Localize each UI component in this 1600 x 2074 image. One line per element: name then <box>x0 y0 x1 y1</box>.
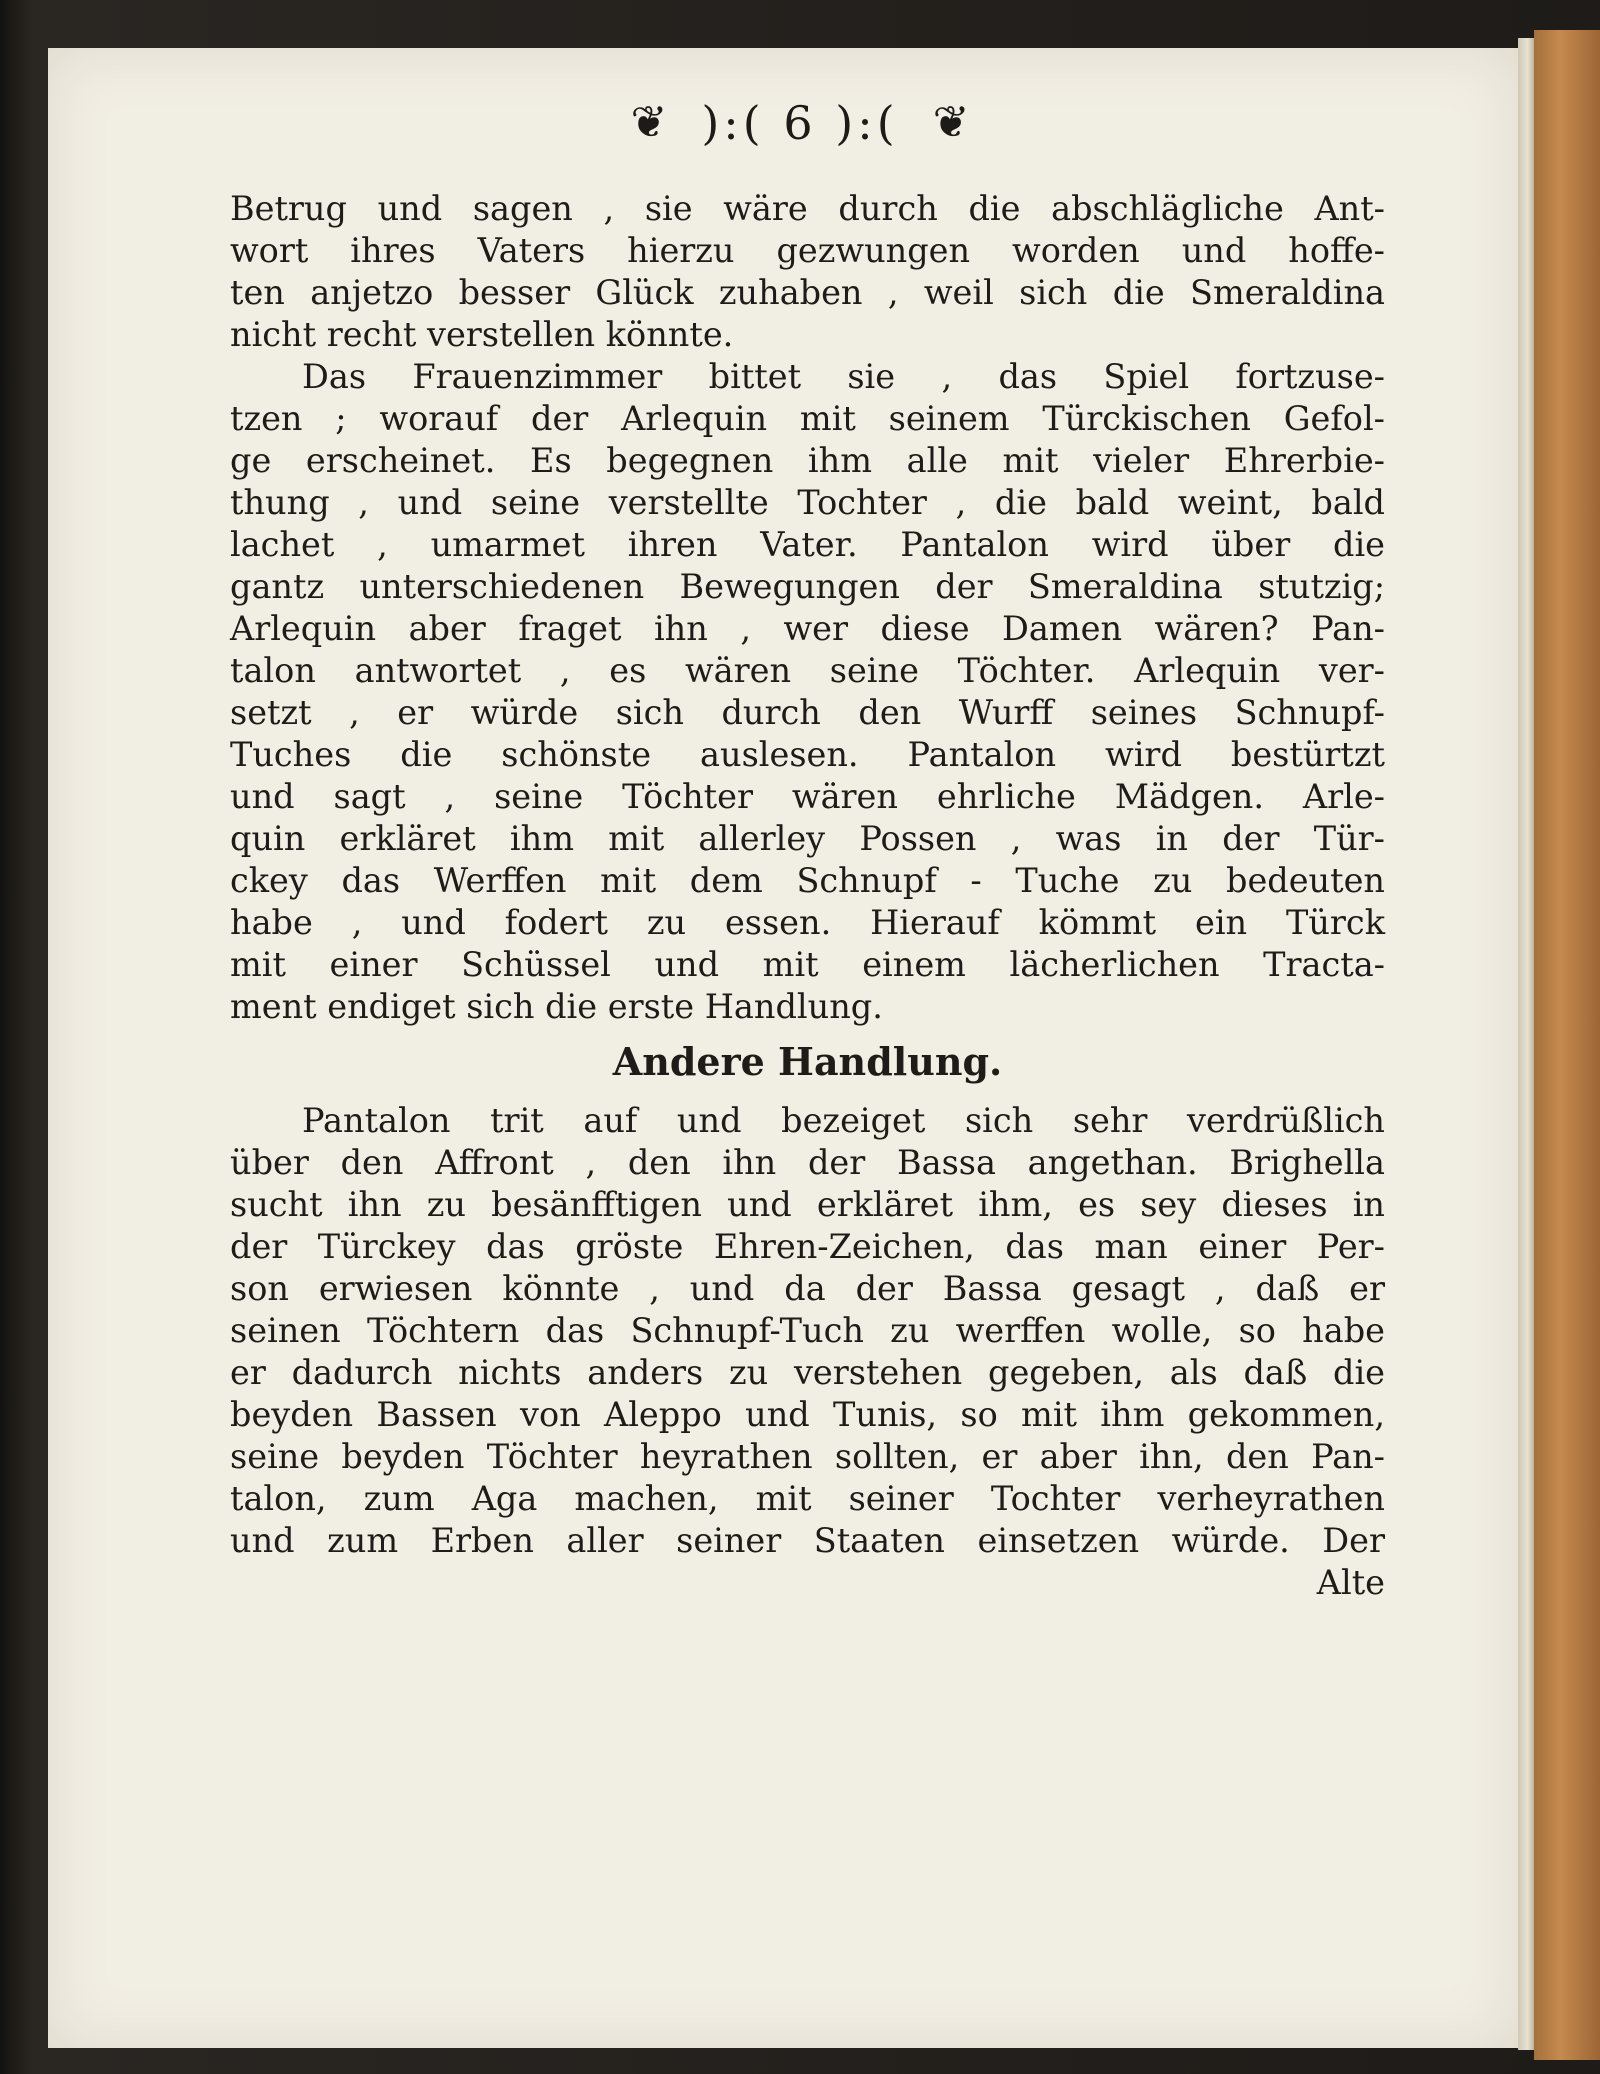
body-text <box>230 188 1385 1604</box>
text-line: lachet , umarmet ihren Vater. Pantalon wird über die <box>230 525 1385 564</box>
book-spine <box>1534 30 1600 2060</box>
text-line: der Türckey das gröste Ehren-Zeichen, das man einer Per- <box>230 1227 1385 1266</box>
text-line: talon, zum Aga machen, mit seiner Tochter verheyrathen <box>230 1479 1385 1518</box>
text-line: ment endiget sich die erste Handlung. <box>230 987 883 1026</box>
text-line: setzt , er würde sich durch den Wurff seines Schnupf- <box>230 693 1385 732</box>
text-line: Betrug und sagen , sie wäre durch die abschlägliche Ant- <box>230 189 1385 228</box>
text-line: son erwiesen könnte , und da der Bassa gesagt , daß er <box>230 1269 1385 1308</box>
text-line: Tuches die schönste auslesen. Pantalon wird bestürtzt <box>230 735 1385 774</box>
text-line: seinen Töchtern das Schnupf-Tuch zu werffen wolle, so habe <box>230 1311 1385 1350</box>
text-line: Pantalon trit auf und bezeiget sich sehr verdrüßlich <box>302 1101 1385 1140</box>
text-line: und sagt , seine Töchter wären ehrliche Mädgen. Arle- <box>230 777 1385 816</box>
text-line: ge erscheinet. Es begegnen ihm alle mit vieler Ehrerbie- <box>230 441 1385 480</box>
text-line: ckey das Werffen mit dem Schnupf - Tuche zu bedeuten <box>230 861 1385 900</box>
text-line: beyden Bassen von Aleppo und Tunis, so mit ihm gekommen, <box>230 1395 1385 1434</box>
text-line: talon antwortet , es wären seine Töchter. Arlequin ver- <box>230 651 1385 690</box>
text-line: thung , und seine verstellte Tochter , die bald weint, bald <box>230 483 1385 522</box>
text-line: gantz unterschiedenen Bewegungen der Smeraldina stutzig; <box>230 567 1385 606</box>
fleuron-left-icon: ❦ <box>630 97 668 148</box>
text-line: quin erkläret ihm mit allerley Possen , was in der Tür- <box>230 819 1385 858</box>
text-line: Arlequin aber fraget ihn , wer diese Damen wären? Pan- <box>230 609 1385 648</box>
text-line: nicht recht verstellen könnte. <box>230 315 734 354</box>
page-number: ):( 6 ):( <box>701 96 899 150</box>
text-line: mit einer Schüssel und mit einem lächerlichen Tracta- <box>230 945 1385 984</box>
text-line: wort ihres Vaters hierzu gezwungen worden und hoffe- <box>230 231 1385 270</box>
text-line: Das Frauenzimmer bittet sie , das Spiel fortzuse- <box>302 357 1385 396</box>
text-line: ten anjetzo besser Glück zuhaben , weil sich die Smeraldina <box>230 273 1385 312</box>
page-header <box>0 96 1600 150</box>
text-line: tzen ; worauf der Arlequin mit seinem Türckischen Gefol- <box>230 399 1385 438</box>
text-line: sucht ihn zu besänfftigen und erkläret ihm, es sey dieses in <box>230 1185 1385 1224</box>
catchword: Alte <box>1316 1563 1385 1602</box>
text-line: habe , und fodert zu essen. Hierauf kömmt ein Türck <box>230 903 1385 942</box>
text-line: seine beyden Töchter heyrathen sollten, er aber ihn, den Pan- <box>230 1437 1385 1476</box>
next-page-edge <box>1518 38 1534 2050</box>
text-line: und zum Erben aller seiner Staaten einsetzen würde. Der <box>230 1521 1385 1560</box>
section-heading: Andere Handlung. <box>612 1039 1003 1084</box>
fleuron-right-icon: ❦ <box>932 97 970 148</box>
text-line: er dadurch nichts anders zu verstehen gegeben, als daß die <box>230 1353 1385 1392</box>
text-line: über den Affront , den ihn der Bassa angethan. Brighella <box>230 1143 1385 1182</box>
